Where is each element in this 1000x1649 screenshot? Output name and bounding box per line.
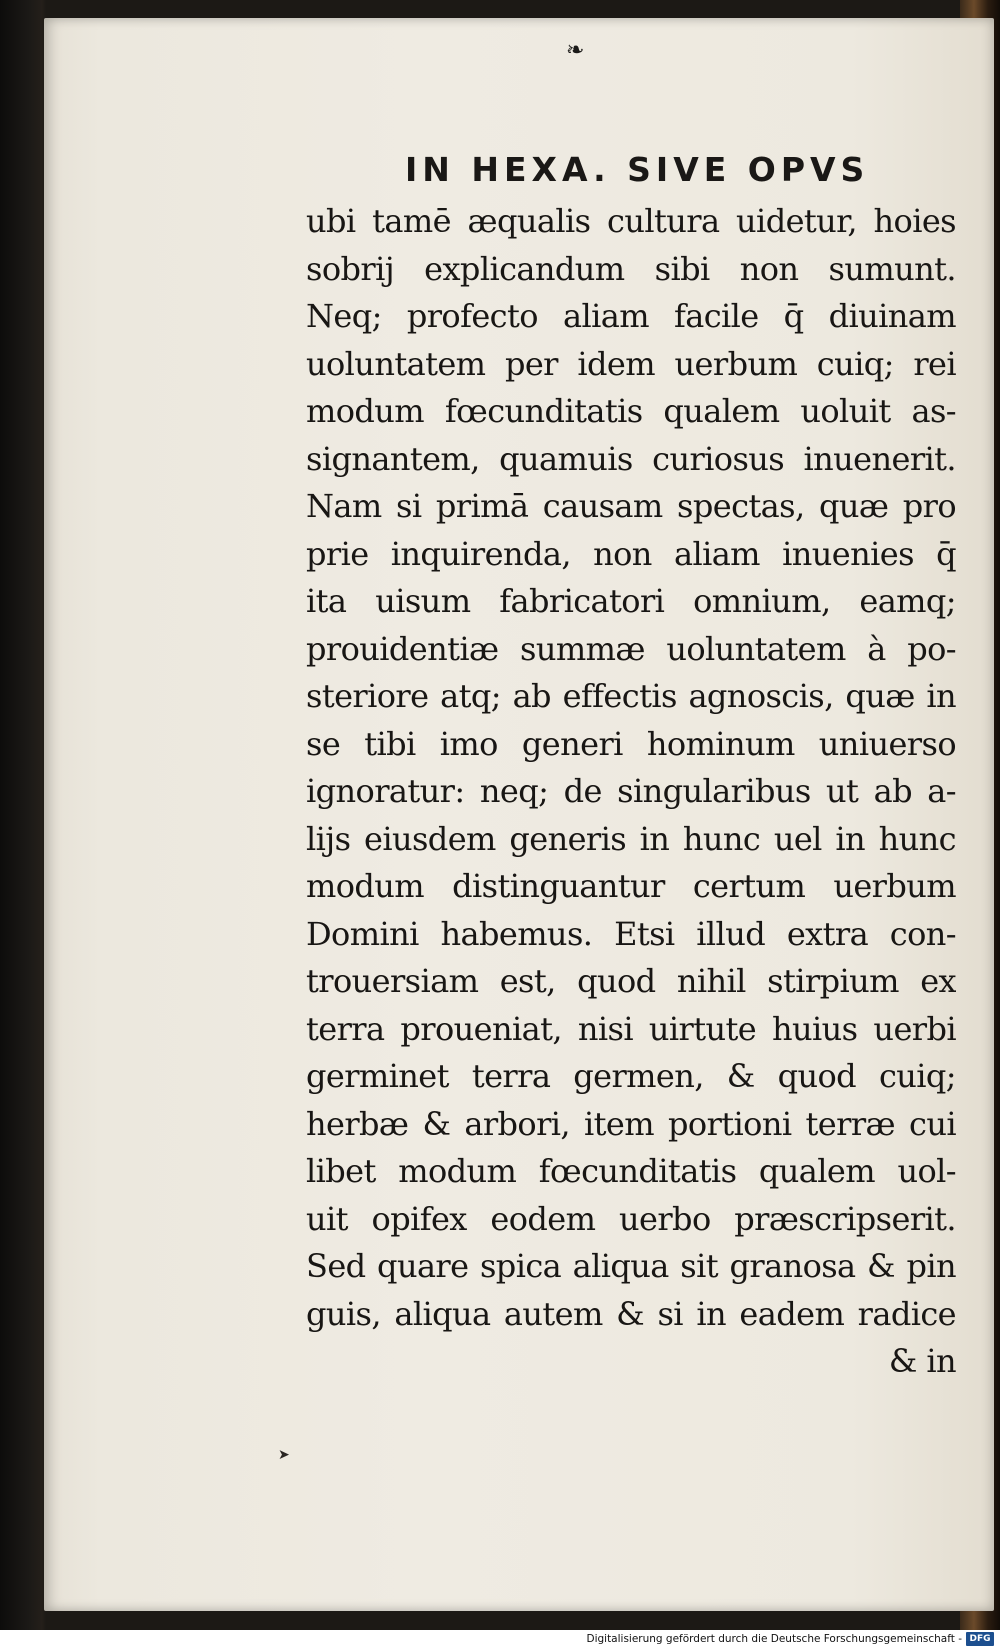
text-block [306,198,956,1386]
text-line: germinet terra germen, & quod cuiq; [306,1057,956,1095]
text-line: modum distinguantur certum uerbum [306,867,956,905]
text-line: Domini habemus. Etsi illud extra con- [306,914,956,953]
text-line: terra proueniat, nisi uirtute huius uerbi [306,1009,956,1048]
text-line: uit opifex eodem uerbo præscripserit. [306,1199,956,1238]
text-line: ita uisum fabricatori omnium, eamq; [306,582,956,620]
text-line: herbæ & arbori, item portioni terræ cui [306,1104,956,1143]
text-line: prie inquirenda, non aliam inuenies q̄ [306,534,956,573]
text-line: modum fœcunditatis qualem uoluit as- [306,392,956,430]
text-line: guis, aliqua autem & si in eadem radice [306,1294,956,1333]
text-line: se tibi imo generi hominum uniuerso [306,724,956,763]
page-ornament: ❧ [566,38,585,63]
text-line: ignoratur: neq; de singularibus ut ab a- [306,772,956,810]
text-line: prouidentiæ summæ uoluntatem à po- [306,629,956,668]
text-line: steriore atq; ab effectis agnoscis, quæ in [306,677,956,715]
text-line: Sed quare spica aliqua sit granosa & pin [306,1247,956,1285]
dfg-logo: DFG [966,1632,994,1646]
text-line: sobrij explicandum sibi non sumunt. [306,249,956,288]
catchword: & in [888,1342,956,1380]
text-line: ubi tamē æqualis cultura uidetur, hoies [306,202,956,240]
text-line: uoluntatem per idem uerbum cuiq; rei [306,344,956,383]
running-head: IN HEXA. SIVE OPVS [405,150,870,189]
margin-mark: ➤ [278,1447,290,1463]
text-line: trouersiam est, quod nihil stirpium ex [306,962,956,1000]
text-line: libet modum fœcunditatis qualem uol- [306,1152,956,1190]
text-line: signantem, quamuis curiosus inuenerit. [306,439,956,478]
funding-credit: Digitalisierung gefördert durch die Deutsche Forschungsgemeinschaft - [586,1633,962,1645]
text-line: Neq; profecto aliam facile q̄ diuinam [306,297,956,335]
text-line: lijs eiusdem generis in hunc uel in hunc [306,819,956,858]
text-line: Nam si primā causam spectas, quæ pro [306,487,956,525]
